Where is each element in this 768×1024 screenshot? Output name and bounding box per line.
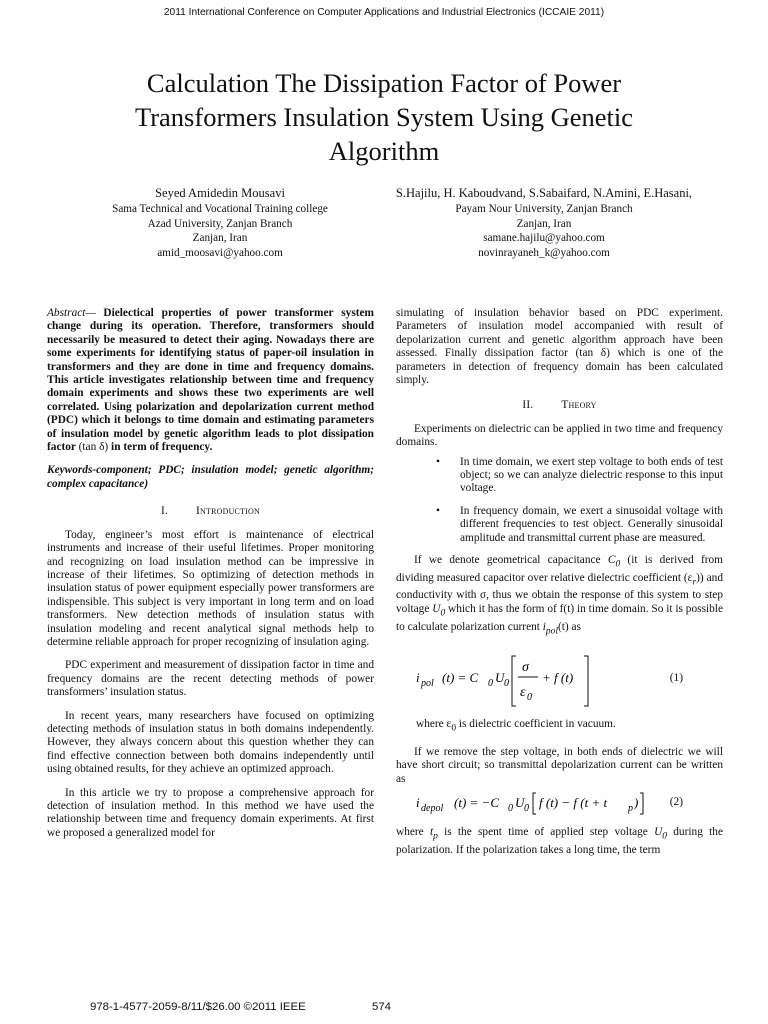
symbol-c0: C <box>607 554 616 567</box>
author-email: amid_moosavi@yahoo.com <box>157 246 283 259</box>
author-affiliation: Azad University, Zanjan Branch <box>147 217 293 230</box>
intro-paragraph-3: In recent years, many researchers have focused on optimizing detecting methods of insulation status in both domains independently. However, they always concern about this question whether they can find effective connection between both domains independently until using obtained results, for they achieve an optimized approach. <box>47 709 374 776</box>
eq1-c-sub: 0 <box>488 678 493 690</box>
left-bracket <box>533 793 536 814</box>
eq1-eps: ε <box>520 685 526 701</box>
symbol-u0: U <box>432 602 441 615</box>
eq2-sub: depol <box>421 803 444 815</box>
paragraph-text-end: which is one of the parameters in detection of frequency domain has been calculated simply. <box>396 347 723 387</box>
paragraph-text: simulating of insulation behavior based on PDC experiment. Parameters of insulation model accompanied with result of depolarization current and genetic algorithm approach have been assessed. Finally dissipation factor <box>396 307 723 360</box>
eq1-sub: pol <box>421 678 434 690</box>
abstract <box>47 307 374 454</box>
subscript: 0 <box>440 608 446 619</box>
eq2-body: f (t) − f (t + t <box>539 795 608 811</box>
subscript: 0 <box>662 831 668 842</box>
paragraph-text: where ε <box>416 718 452 731</box>
paragraph-text: (t) as <box>557 620 581 633</box>
continuation-paragraph <box>396 307 723 387</box>
author-name: S.Hajilu, H. Kaboudvand, S.Sabaifard, N.Amini, E.Hasani, <box>395 186 693 200</box>
paragraph-text: )) and conductivity with σ, thus we obtain the response of this system to step voltage <box>396 571 723 615</box>
author-email: novinrayaneh_k@yahoo.com <box>478 246 610 259</box>
author-email: samane.hajilu@yahoo.com <box>483 232 605 245</box>
symbol-u0: U <box>654 826 663 839</box>
eq2-i: i <box>416 795 420 811</box>
theory-paragraph-4 <box>396 826 723 857</box>
left-bracket <box>512 656 516 706</box>
author-affiliation: Zanjan, Iran <box>516 217 572 230</box>
bullet-dot: • <box>436 504 440 517</box>
equation-2-graphic <box>396 790 676 818</box>
right-column <box>396 307 723 867</box>
theory-paragraph-1: Experiments on dielectric can be applied in two time and frequency domains. <box>396 422 723 449</box>
right-bracket <box>584 656 588 706</box>
paper-title <box>60 66 708 168</box>
section-title: Introduction <box>196 505 260 518</box>
eq2-c-sub: 0 <box>508 803 513 815</box>
tan-delta-symbol: (tan δ) <box>575 347 610 360</box>
list-item <box>396 456 723 496</box>
paragraph-text: which it has the form of f(t) in time domain. So it is possible to calculate polarization current <box>396 602 723 633</box>
list-item-text: In time domain, we exert step voltage to both ends of test object; so we can analyze dielectric response to this input voltage. <box>460 455 723 495</box>
eq1-u: U <box>495 670 505 686</box>
list-item <box>396 505 723 545</box>
section-heading-introduction <box>47 505 374 518</box>
section-heading-theory <box>396 399 723 412</box>
tan-delta-symbol: (tan δ) <box>78 441 109 454</box>
paragraph-text: during the polarization. If the polarization takes a long time, the term <box>396 826 723 856</box>
eq1-u-sub: 0 <box>504 678 509 690</box>
paragraph-text: where <box>396 826 430 839</box>
bullet-list <box>396 456 723 545</box>
author-name: Seyed Amidedin Mousavi <box>155 186 285 200</box>
eq1-i: i <box>416 670 420 686</box>
intro-paragraph-4: In this article we try to propose a comprehensive approach for detection of insulation method. In this method we have used the relationship between time and frequency domain experiments. At first we proposed a generalized model for <box>47 786 374 839</box>
abstract-text-end: in term of frequency. <box>108 441 213 454</box>
eq1-lhs: (t) = C <box>442 670 479 686</box>
section-number: I. <box>161 505 169 518</box>
eq2-u-sub: 0 <box>524 803 529 815</box>
left-column <box>47 307 374 850</box>
equation-number: (2) <box>669 796 683 809</box>
symbol-tp: t <box>429 826 434 839</box>
intro-paragraph-1: Today, engineer’s most effort is maintenance of electrical instruments and increase of their useful lifetimes. Proper monitoring and recognizing on load insulation method can be impressive in increase of their lifetimes. So optimizing of detection methods in insulation status of power equipment especially power transformers are indispensible. This subject is very important in long term and on load transformers. New detection methods of insulation status with insulation modeling and recent analytical signal methods help to determine reliable approach for proper recognizing of insulation aging. <box>47 528 374 648</box>
subscript: p <box>433 831 438 842</box>
subscript: 0 <box>615 559 621 570</box>
paragraph-text: If we denote geometrical capacitance <box>414 554 608 567</box>
eq1-eps-sub: 0 <box>527 692 532 704</box>
author-affiliation: Payam Nour University, Zanjan Branch <box>455 203 633 215</box>
eq2-close: ) <box>634 795 639 811</box>
author-affiliation: Zanjan, Iran <box>192 232 248 245</box>
paragraph-text: is dielectric coefficient in vacuum. <box>456 718 616 731</box>
equation-number: (1) <box>669 672 683 685</box>
eq2-body-sub: p <box>628 803 633 815</box>
conference-header: 2011 International Conference on Computer Applications and Industrial Electronics (ICCAIE 2011) <box>163 7 605 18</box>
eq1-sigma: σ <box>522 660 529 676</box>
symbol-ipol: i <box>542 620 546 633</box>
eq2-lhs: (t) = −C <box>454 795 499 811</box>
equation-2 <box>396 790 723 818</box>
subscript: pol <box>545 625 558 636</box>
keywords: Keywords-component; PDC; insulation model; genetic algorithm; complex capacitance) <box>47 464 374 490</box>
author-block-left <box>55 184 385 260</box>
list-item-text: In frequency domain, we exert a sinusoidal voltage with different frequencies to test object. Generally sinusoidal amplitude and transmittal current phase are measured. <box>460 504 723 544</box>
bullet-dot: • <box>436 455 440 468</box>
intro-paragraph-2: PDC experiment and measurement of dissipation factor in time and frequency domains are the recent detecting methods of power transformers’ insulation status. <box>47 659 374 699</box>
right-bracket <box>640 793 643 814</box>
subscript: r <box>692 577 697 588</box>
title-line-2: Transformers Insulation System Using Genetic <box>134 102 634 132</box>
section-title: Theory <box>561 399 597 412</box>
paragraph-text: (it is derived from dividing measured capacitor over relative dielectric coefficient (ε <box>396 554 723 584</box>
subscript: 0 <box>451 723 457 734</box>
title-line-3: Algorithm <box>328 136 440 166</box>
eq1-plus-f: + f (t) <box>542 670 574 686</box>
abstract-text: Dielectical properties of power transformer system change during its operation. Therefore, transformers should necessarily be measured to detect their aging. Nowadays there are some experiments for identifying status of paper-oil insulation in transformers and they are done in time and frequency domains. This article investigates relationship between time and frequency domain experiments and shows these two experiments are well correlated. Using polarization and depolarization current method (PDC) which it belongs to time domain and estimating parameters of insulation model by genetic algorithm leads to plot dissipation factor <box>47 307 374 454</box>
footer-isbn: 978-1-4577-2059-8/11/$26.00 ©2011 IEEE <box>90 1001 306 1013</box>
theory-paragraph-3: If we remove the step voltage, in both ends of dielectric we will have short circuit; so transmittal depolarization current can be written as <box>396 745 723 785</box>
equation-1 <box>396 644 723 710</box>
paragraph-text: is the spent time of applied step voltage <box>437 826 655 839</box>
abstract-lead: Abstract— <box>47 307 96 319</box>
author-affiliation: Sama Technical and Vocational Training college <box>112 203 328 215</box>
title-line-1: Calculation The Dissipation Factor of Power <box>146 68 622 98</box>
page-number: 574 <box>372 1001 392 1013</box>
equation-1-graphic <box>396 644 676 710</box>
eq1-where <box>416 718 723 736</box>
author-block-right <box>370 184 718 260</box>
theory-paragraph-2 <box>396 554 723 638</box>
section-number: II. <box>522 399 534 412</box>
eq2-u: U <box>515 795 525 811</box>
